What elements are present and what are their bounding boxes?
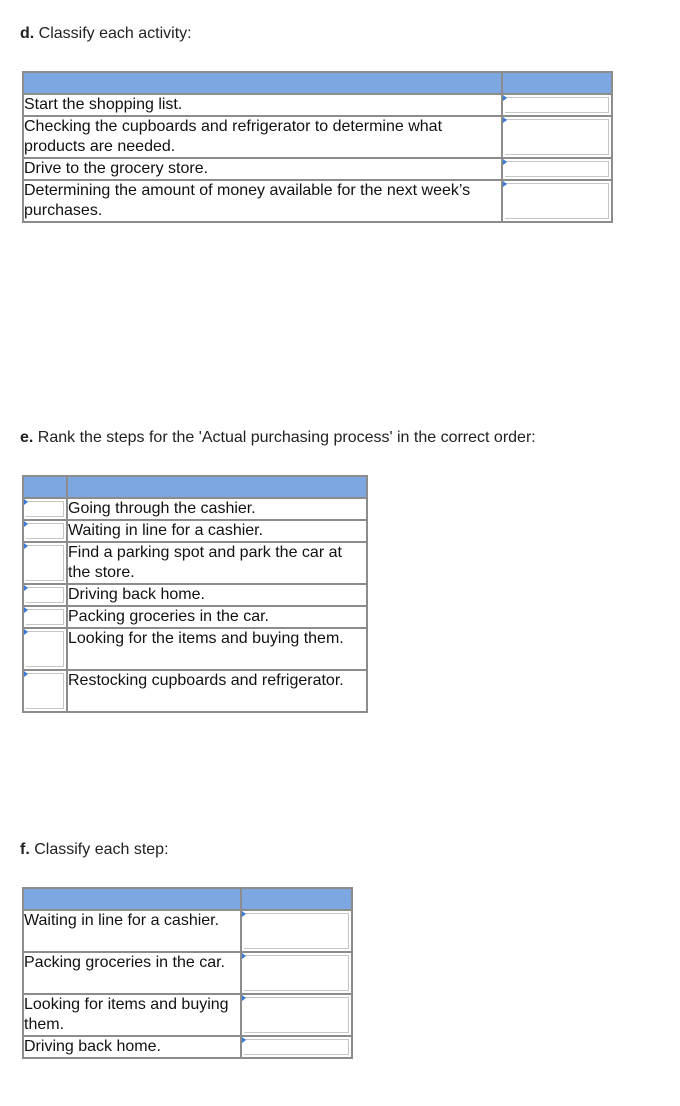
classification-dropdown[interactable] xyxy=(502,180,612,222)
section-d-letter: d. xyxy=(20,25,35,42)
step-label: Driving back home. xyxy=(67,584,367,606)
dropdown-marker-icon xyxy=(242,911,246,917)
table-row xyxy=(23,94,612,116)
table-row xyxy=(23,180,612,222)
dropdown-marker-icon xyxy=(24,629,28,635)
activity-label: Determining the amount of money available for the next week’s purchases. xyxy=(23,180,502,222)
dropdown-marker-icon xyxy=(24,671,28,677)
dropdown-marker-icon xyxy=(242,1037,246,1043)
section-e-prompt: Rank the steps for the 'Actual purchasing process' in the correct order: xyxy=(37,429,536,446)
dropdown-marker-icon xyxy=(503,117,507,123)
dropdown-marker-icon xyxy=(242,995,246,1001)
header-cell xyxy=(241,888,352,910)
header-cell xyxy=(23,888,241,910)
dropdown-marker-icon xyxy=(24,607,28,613)
table-row xyxy=(23,498,367,520)
rank-dropdown[interactable] xyxy=(23,606,67,628)
classification-dropdown[interactable] xyxy=(502,94,612,116)
section-e-heading xyxy=(20,429,536,447)
header-cell xyxy=(23,476,67,498)
classification-dropdown[interactable] xyxy=(502,116,612,158)
dropdown-marker-icon xyxy=(503,181,507,187)
rank-dropdown[interactable] xyxy=(23,520,67,542)
table-row xyxy=(23,158,612,180)
rank-dropdown[interactable] xyxy=(23,628,67,670)
section-f-table xyxy=(22,887,353,1059)
activity-label: Checking the cupboards and refrigerator to determine what products are needed. xyxy=(23,116,502,158)
section-f-heading xyxy=(20,841,169,859)
step-label: Packing groceries in the car. xyxy=(67,606,367,628)
table-row xyxy=(23,542,367,584)
rank-dropdown[interactable] xyxy=(23,584,67,606)
dropdown-marker-icon xyxy=(503,159,507,165)
step-label: Find a parking spot and park the car at the store. xyxy=(67,542,367,584)
rank-dropdown[interactable] xyxy=(23,670,67,712)
section-d-prompt: Classify each activity: xyxy=(38,25,192,42)
classification-dropdown[interactable] xyxy=(241,1036,352,1058)
table-row xyxy=(23,606,367,628)
header-cell xyxy=(502,72,612,94)
header-cell xyxy=(67,476,367,498)
step-label: Restocking cupboards and refrigerator. xyxy=(67,670,367,712)
dropdown-marker-icon xyxy=(503,95,507,101)
table-row xyxy=(23,910,352,952)
section-f-letter: f. xyxy=(20,841,30,858)
section-d-heading xyxy=(20,25,192,43)
section-d-table xyxy=(22,71,613,223)
rank-dropdown[interactable] xyxy=(23,498,67,520)
step-label: Waiting in line for a cashier. xyxy=(23,910,241,952)
step-label: Packing groceries in the car. xyxy=(23,952,241,994)
table-row xyxy=(23,520,367,542)
activity-label: Start the shopping list. xyxy=(23,94,502,116)
step-label: Looking for the items and buying them. xyxy=(67,628,367,670)
dropdown-marker-icon xyxy=(24,543,28,549)
classification-dropdown[interactable] xyxy=(241,910,352,952)
dropdown-marker-icon xyxy=(242,953,246,959)
rank-dropdown[interactable] xyxy=(23,542,67,584)
table-row xyxy=(23,670,367,712)
table-row xyxy=(23,116,612,158)
section-e-letter: e. xyxy=(20,429,34,446)
classification-dropdown[interactable] xyxy=(241,952,352,994)
activity-label: Drive to the grocery store. xyxy=(23,158,502,180)
section-f-prompt: Classify each step: xyxy=(34,841,169,858)
table-row xyxy=(23,628,367,670)
classification-dropdown[interactable] xyxy=(502,158,612,180)
step-label: Waiting in line for a cashier. xyxy=(67,520,367,542)
classification-dropdown[interactable] xyxy=(241,994,352,1036)
table-row xyxy=(23,994,352,1036)
table-row xyxy=(23,584,367,606)
header-cell xyxy=(23,72,502,94)
section-e-table xyxy=(22,475,368,713)
dropdown-marker-icon xyxy=(24,521,28,527)
step-label: Going through the cashier. xyxy=(67,498,367,520)
dropdown-marker-icon xyxy=(24,499,28,505)
table-row xyxy=(23,952,352,994)
step-label: Driving back home. xyxy=(23,1036,241,1058)
table-row xyxy=(23,1036,352,1058)
step-label: Looking for items and buying them. xyxy=(23,994,241,1036)
dropdown-marker-icon xyxy=(24,585,28,591)
